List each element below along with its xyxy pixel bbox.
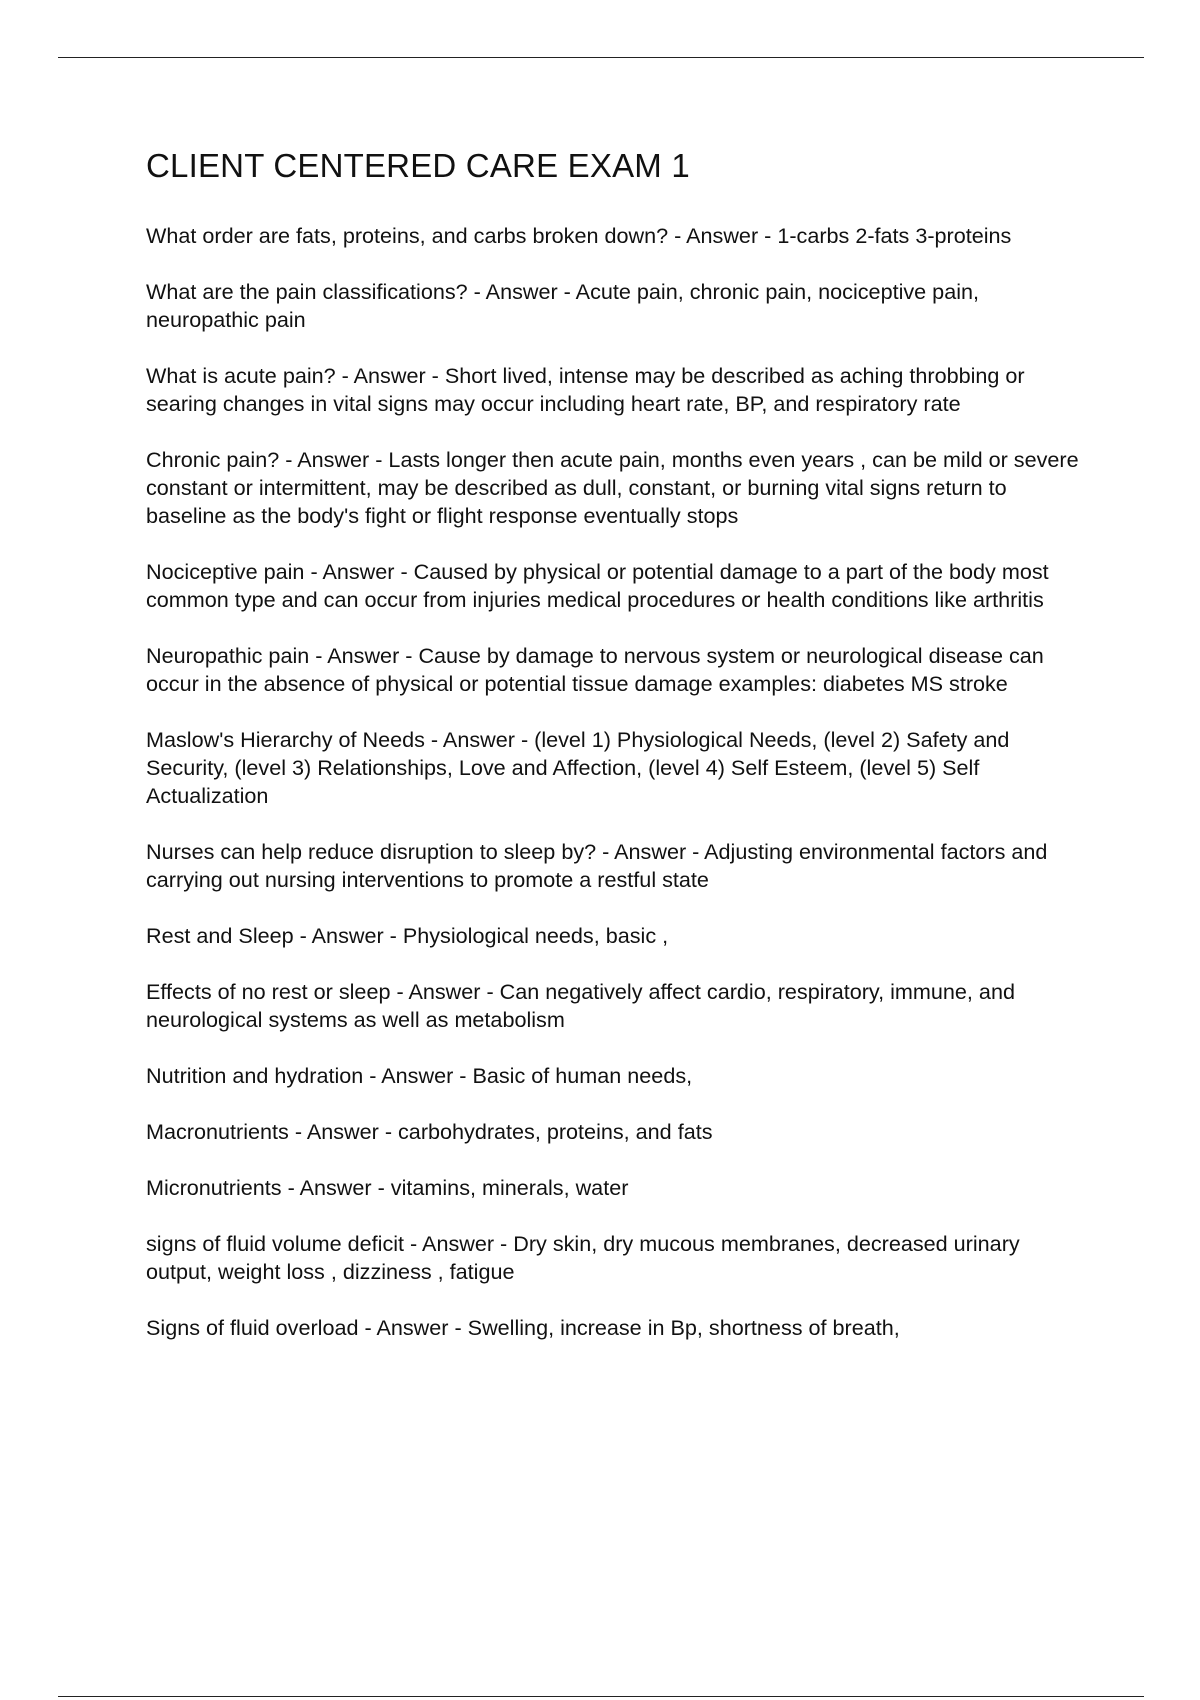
qa-item: Macronutrients - Answer - carbohydrates, proteins, and fats: [146, 1119, 713, 1144]
qa-list: [146, 222, 1091, 1342]
qa-item: What is acute pain? - Answer - Short lived, intense may be described as aching throbbing or searing changes in vital signs may occur including heart rate, BP, and respiratory rate: [146, 363, 1025, 416]
qa-item: signs of fluid volume deficit - Answer - Dry skin, dry mucous membranes, decreased urinary output, weight loss , dizziness , fatigue: [146, 1231, 1020, 1284]
qa-item: Nurses can help reduce disruption to sleep by? - Answer - Adjusting environmental factors and carrying out nursing interventions to promote a restful state: [146, 839, 1048, 892]
qa-item: Chronic pain? - Answer - Lasts longer then acute pain, months even years , can be mild or severe constant or intermittent, may be described as dull, constant, or burning vital signs return to baseline as the body's fight or flight response eventually stops: [146, 447, 1079, 528]
qa-item: Neuropathic pain - Answer - Cause by damage to nervous system or neurological disease can occur in the absence of physical or potential tissue damage examples: diabetes MS stroke: [146, 643, 1044, 696]
qa-item: What are the pain classifications? - Answer - Acute pain, chronic pain, nociceptive pain, neuropathic pain: [146, 279, 980, 332]
top-divider: [58, 57, 1144, 58]
qa-item: Nociceptive pain - Answer - Caused by physical or potential damage to a part of the body most common type and can occur from injuries medical procedures or health conditions like arthritis: [146, 559, 1049, 612]
qa-item: Effects of no rest or sleep - Answer - Can negatively affect cardio, respiratory, immune, and neurological systems as well as metabolism: [146, 979, 1015, 1032]
qa-item: Maslow's Hierarchy of Needs - Answer - (level 1) Physiological Needs, (level 2) Safety and Security, (level 3) Relationships, Love and Affection, (level 4) Self Esteem, (level 5) Self Actualization: [146, 727, 1010, 808]
document-body: [146, 140, 1091, 1370]
bottom-divider: [58, 1696, 1144, 1697]
qa-item: Nutrition and hydration - Answer - Basic of human needs,: [146, 1063, 693, 1088]
qa-item: Micronutrients - Answer - vitamins, minerals, water: [146, 1175, 629, 1200]
qa-item: Signs of fluid overload - Answer - Swelling, increase in Bp, shortness of breath,: [146, 1315, 900, 1340]
qa-item: What order are fats, proteins, and carbs broken down? - Answer - 1-carbs 2-fats 3-proteins: [146, 223, 1012, 248]
page-title: CLIENT CENTERED CARE EXAM 1: [146, 147, 690, 184]
qa-item: Rest and Sleep - Answer - Physiological needs, basic ,: [146, 923, 669, 948]
